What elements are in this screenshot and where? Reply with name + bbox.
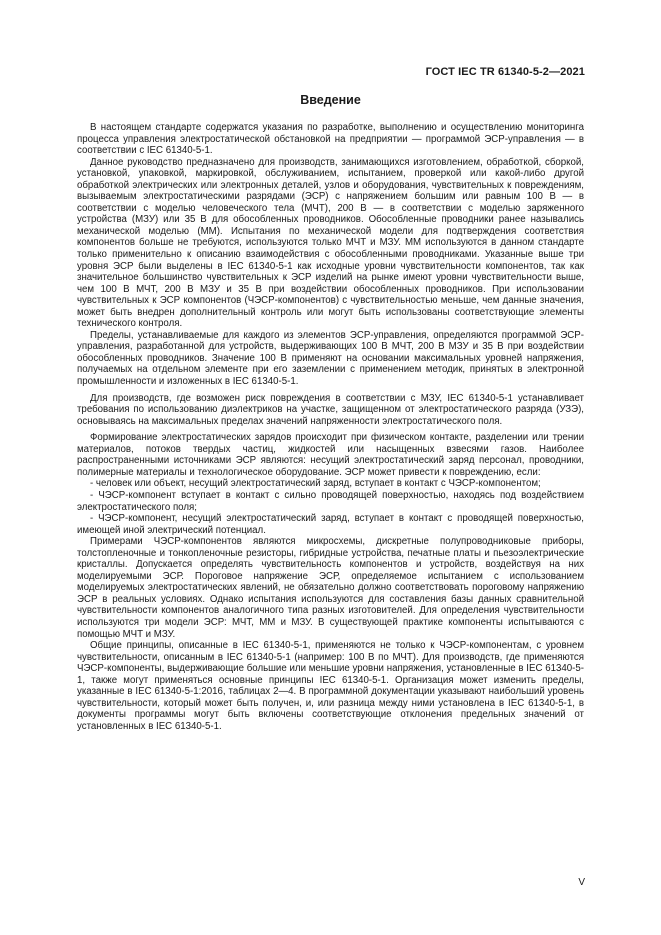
list-item: - ЧЭСР-компонент вступает в контакт с сильно проводящей поверхностью, находясь под воздействием электростатического поля; bbox=[77, 489, 584, 513]
section-title: Введение bbox=[300, 93, 361, 107]
page-number: V bbox=[578, 877, 585, 888]
paragraph: Для производств, где возможен риск повреждения в соответствии с МЗУ, IEC 61340-5-1 устанавливает требования по использованию диэлектриков на участке, защищенном от электростатического разряда (УЗЭ), основываясь на максимальных пределах значений напряженности электростатического поля. bbox=[77, 392, 584, 427]
paragraph: В настоящем стандарте содержатся указания по разработке, выполнению и осуществлению мониторинга процесса управления электростатической обстановкой на предприятии — программой ЭСР-управления — в соответствии с IEC 61340-5-1. bbox=[77, 122, 584, 157]
document-body bbox=[77, 122, 584, 732]
paragraph: Данное руководство предназначено для производств, занимающихся изготовлением, обработкой, сборкой, установкой, упаковкой, маркировкой, обслуживанием, испытанием, проверкой или какой-либо другой обработкой электрических или электронных деталей, узлов и оборудования, чувствительных к повреждениям, вызываемым электростатическими разрядами (ЭСР) с напряжением большим или равным 100 В — в соответствии с моделью человеческого тела (МЧТ), 200 В — в соответствии с моделью заряженного устройства (МЗУ) или 35 В для обособленных проводников. Обособленные проводники ранее назывались механической моделью (ММ). Испытания по механической модели для подтверждения соответствия компонентов больше не требуются, используются только МЧТ и МЗУ. ММ используются в данном стандарте только применительно к описанию взаимодействия с обособленными проводниками. Указанные выше три уровня ЭСР были выделены в IEC 61340-5-1 как исходные уровни чувствительности компонентов, так как значительное большинство чувствительных к ЭСР изделий на рынке имеют уровни чувствительности выше, чем 100 В МЧТ, 200 В МЗУ и 35 В при воздействии обособленных проводников. При использовании чувствительных к ЭСР компонентов (ЧЭСР-компонентов) с чувствительностью меньше, чем данные значения, может быть внедрен дополнительный контроль или могут быть использованы соответствующие элементы технического контроля. bbox=[77, 156, 584, 330]
paragraph: Общие принципы, описанные в IEC 61340-5-1, применяются не только к ЧЭСР-компонентам, с уровнем чувствительности, описанным в IEC 61340-5-1 (например: 100 В по МЧТ). Для производств, где применяются ЧЭСР-компоненты, выдерживающие большие или меньшие уровни напряжения, установленные в IEC 61340-5-1, также могут применяться основные принципы IEC 61340-5-1. Организация может изменить пределы, указанные в IEC 61340-5-1:2016, таблицах 2—4. В программной документации указывают наибольший уровень чувствительности, который может быть получен, и, или разница между ними установлена в IEC 61340-5-1, в документы программы могут быть включены соответствующие отклонения предельных значений от установленных в IEC 61340-5-1. bbox=[77, 640, 584, 732]
paragraph: Пределы, устанавливаемые для каждого из элементов ЭСР-управления, определяются программой ЭСР-управления, разработанной для устройств, выдерживающих 100 В МЧТ, 200 В МЗУ и 35 В при воздействии обособленных проводников. Значение 100 В применяют на основании максимальных уровней напряжения, получаемых на отдельном элементе при его заземлении с применением методик, принятых в электронной промышленности и изложенных в IEC 61340-5-1. bbox=[77, 329, 584, 388]
paragraph: Формирование электростатических зарядов происходит при физическом контакте, разделении или трении материалов, потоков твердых частиц, жидкостей или насыщенных взвесями газов. Наиболее распространенными источниками ЭСР являются: несущий электростатический заряд персонал, проводники, полимерные материалы и технологическое оборудование. ЭСР может привести к повреждению, если: bbox=[77, 432, 584, 478]
document-header: ГОСТ IEC TR 61340-5-2—2021 bbox=[425, 66, 585, 78]
list-item: - ЧЭСР-компонент, несущий электростатический заряд, вступает в контакт с проводящей поверхностью, имеющей иной электрический потенциал. bbox=[77, 513, 584, 536]
list-item: - человек или объект, несущий электростатический заряд, вступает в контакт с ЧЭСР-компонентом; bbox=[90, 478, 541, 490]
paragraph: Примерами ЧЭСР-компонентов являются микросхемы, дискретные полупроводниковые приборы, толстопленочные и тонкопленочные резисторы, гибридные устройства, печатные платы и пьезоэлектрические кристаллы. Допускается определять чувствительность компонентов и устройств, воздействуя на них моделируемыми ЭСР. Пороговое напряжение ЭСР, определяемое испытанием с использованием моделируемых электростатических явлений, не обязательно должно соответствовать пороговому напряжению ЭСР в реальных условиях. Однако испытания используются для составления базы данных сравнительной чувствительности компонентов аналогичного типа разных изготовителей. Для определения чувствительности используются три модели ЭСР: МЧТ, ММ и МЗУ. В существующей практике компоненты испытываются с помощью МЧТ и МЗУ. bbox=[77, 536, 584, 640]
